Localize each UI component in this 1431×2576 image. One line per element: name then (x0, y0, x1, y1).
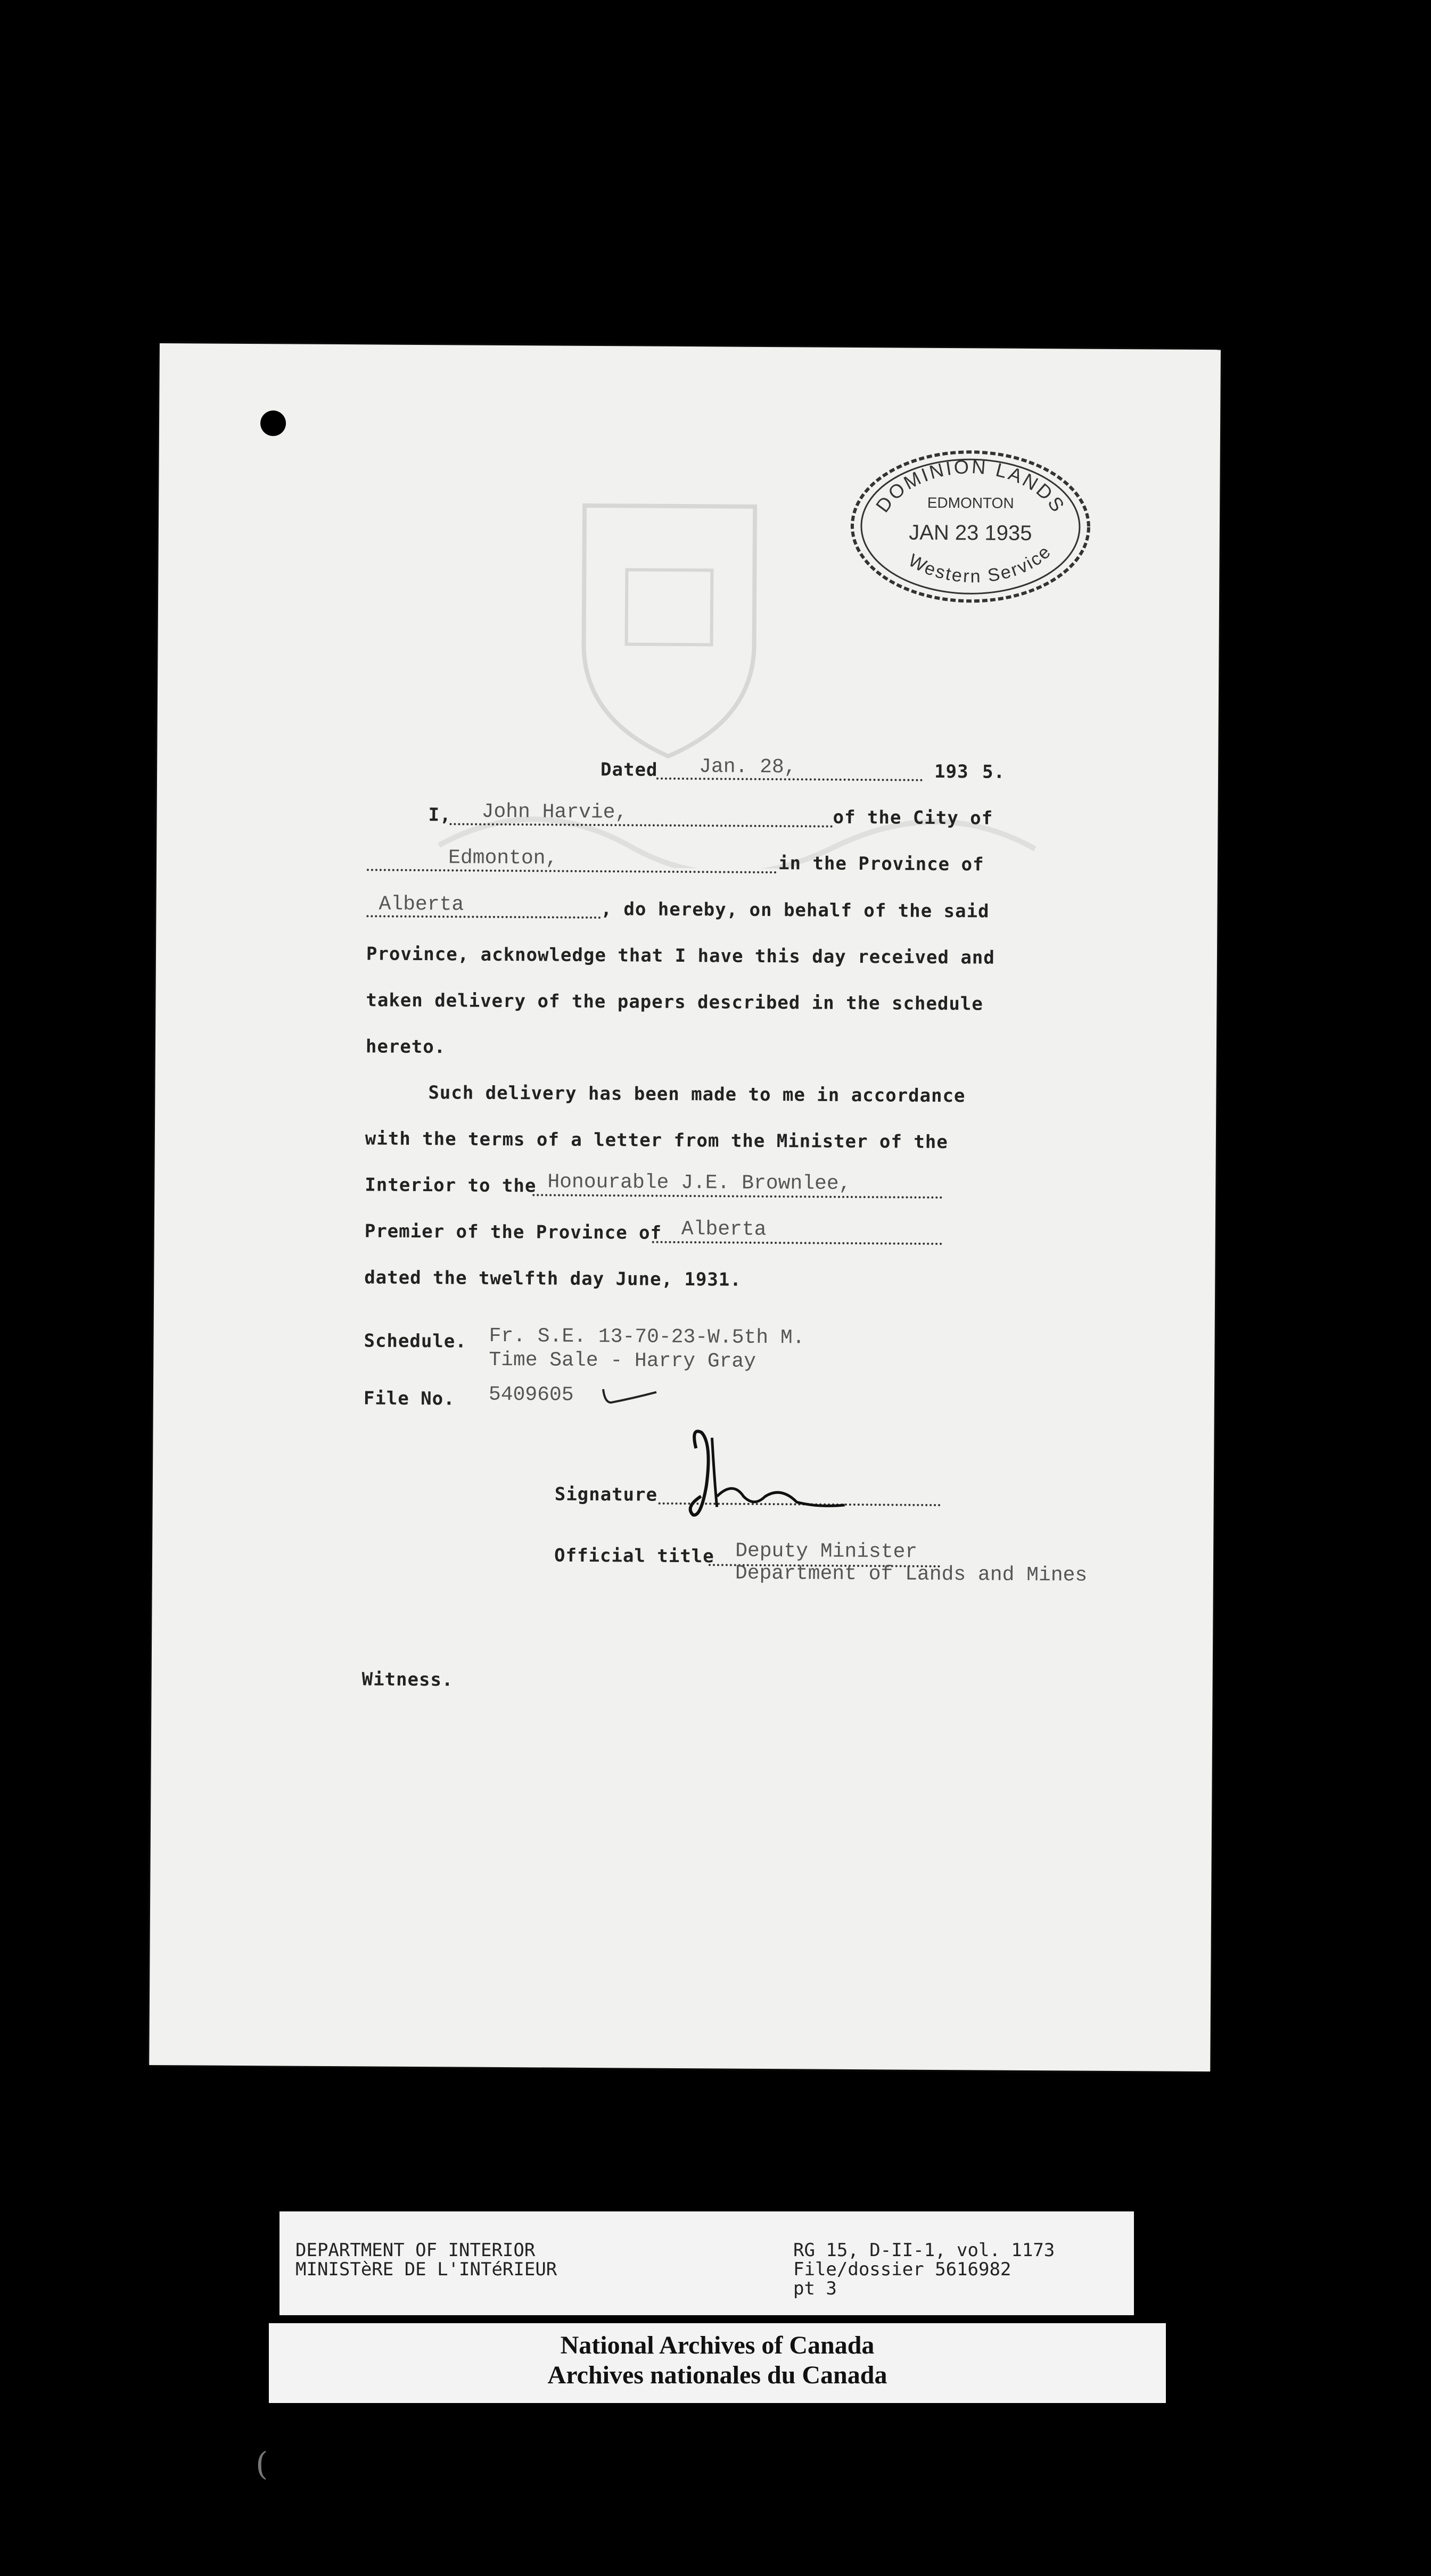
in-province-text: in the Province of (778, 853, 984, 876)
city-rule (367, 869, 777, 873)
archive-reference-label (279, 2211, 1134, 2315)
line5-text: taken delivery of the papers described in the schedule (366, 989, 983, 1015)
file-dossier-reference: File/dossier 5616982 (793, 2259, 1011, 2280)
line7-text: Such delivery has been made to me in accordance (428, 1082, 966, 1107)
signature-label: Signature (554, 1483, 658, 1506)
official-title-line-2: Department of Lands and Mines (735, 1562, 1088, 1587)
punch-hole (260, 410, 286, 436)
recipient-name: John Harvie, (481, 800, 628, 824)
check-mark-icon (601, 1386, 659, 1408)
archive-banner-en: National Archives of Canada (560, 2331, 875, 2359)
schedule-line-2: Time Sale - Harry Gray (489, 1348, 756, 1373)
line9-prefix: Interior to the (365, 1174, 537, 1197)
year-prefix: 193 (934, 761, 969, 783)
premier-province-value: Alberta (681, 1218, 767, 1241)
premier-province-rule (652, 1241, 942, 1245)
handwritten-signature (663, 1416, 856, 1529)
official-title-line-1: Deputy Minister (735, 1539, 918, 1564)
document-page (149, 343, 1221, 2071)
official-title-label: Official title (554, 1545, 714, 1567)
file-no-label: File No. (363, 1388, 455, 1410)
line4-text: Province, acknowledge that I have this day received and (366, 943, 995, 969)
svg-text:EDMONTON: EDMONTON (927, 494, 1014, 511)
margin-mark: ( (256, 2446, 268, 2483)
archive-banner (269, 2323, 1166, 2403)
year-suffix: 5. (982, 761, 1006, 783)
line3-text: , do hereby, on behalf of the said (601, 898, 990, 922)
line11-text: dated the twelfth day June, 1931. (364, 1267, 742, 1291)
line8-text: with the terms of a letter from the Minister of the (365, 1128, 948, 1153)
schedule-label: Schedule. (364, 1330, 467, 1352)
intro-I: I, (428, 804, 451, 826)
department-line-en: DEPARTMENT OF INTERIOR (295, 2240, 536, 2261)
file-no-value: 5409605 (488, 1383, 574, 1407)
archive-banner-fr: Archives nationales du Canada (547, 2361, 887, 2389)
line6-text: hereto. (365, 1036, 446, 1058)
department-line-fr: MINISTèRE DE L'INTéRIEUR (295, 2259, 557, 2280)
city-value: Edmonton, (448, 846, 558, 870)
rg-reference: RG 15, D-II-1, vol. 1173 (793, 2240, 1055, 2261)
dominion-lands-stamp (848, 446, 1093, 607)
dated-label: Dated (600, 759, 658, 781)
date-value: Jan. 28, (699, 755, 796, 779)
witness-label: Witness. (361, 1669, 454, 1691)
svg-text:Western Service: Western Service (905, 541, 1056, 587)
part-reference: pt 3 (793, 2278, 837, 2299)
crest-watermark-icon (562, 484, 776, 762)
of-city-text: of the City of (833, 806, 993, 829)
honourable-value: Honourable J.E. Brownlee, (547, 1170, 851, 1195)
province-value: Alberta (379, 893, 464, 917)
line10-prefix: Premier of the Province of (364, 1220, 662, 1244)
schedule-line-1: Fr. S.E. 13-70-23-W.5th M. (489, 1324, 805, 1350)
svg-text:JAN 23 1935: JAN 23 1935 (909, 521, 1032, 546)
svg-text:DOMINION LANDS: DOMINION LANDS (871, 455, 1070, 517)
